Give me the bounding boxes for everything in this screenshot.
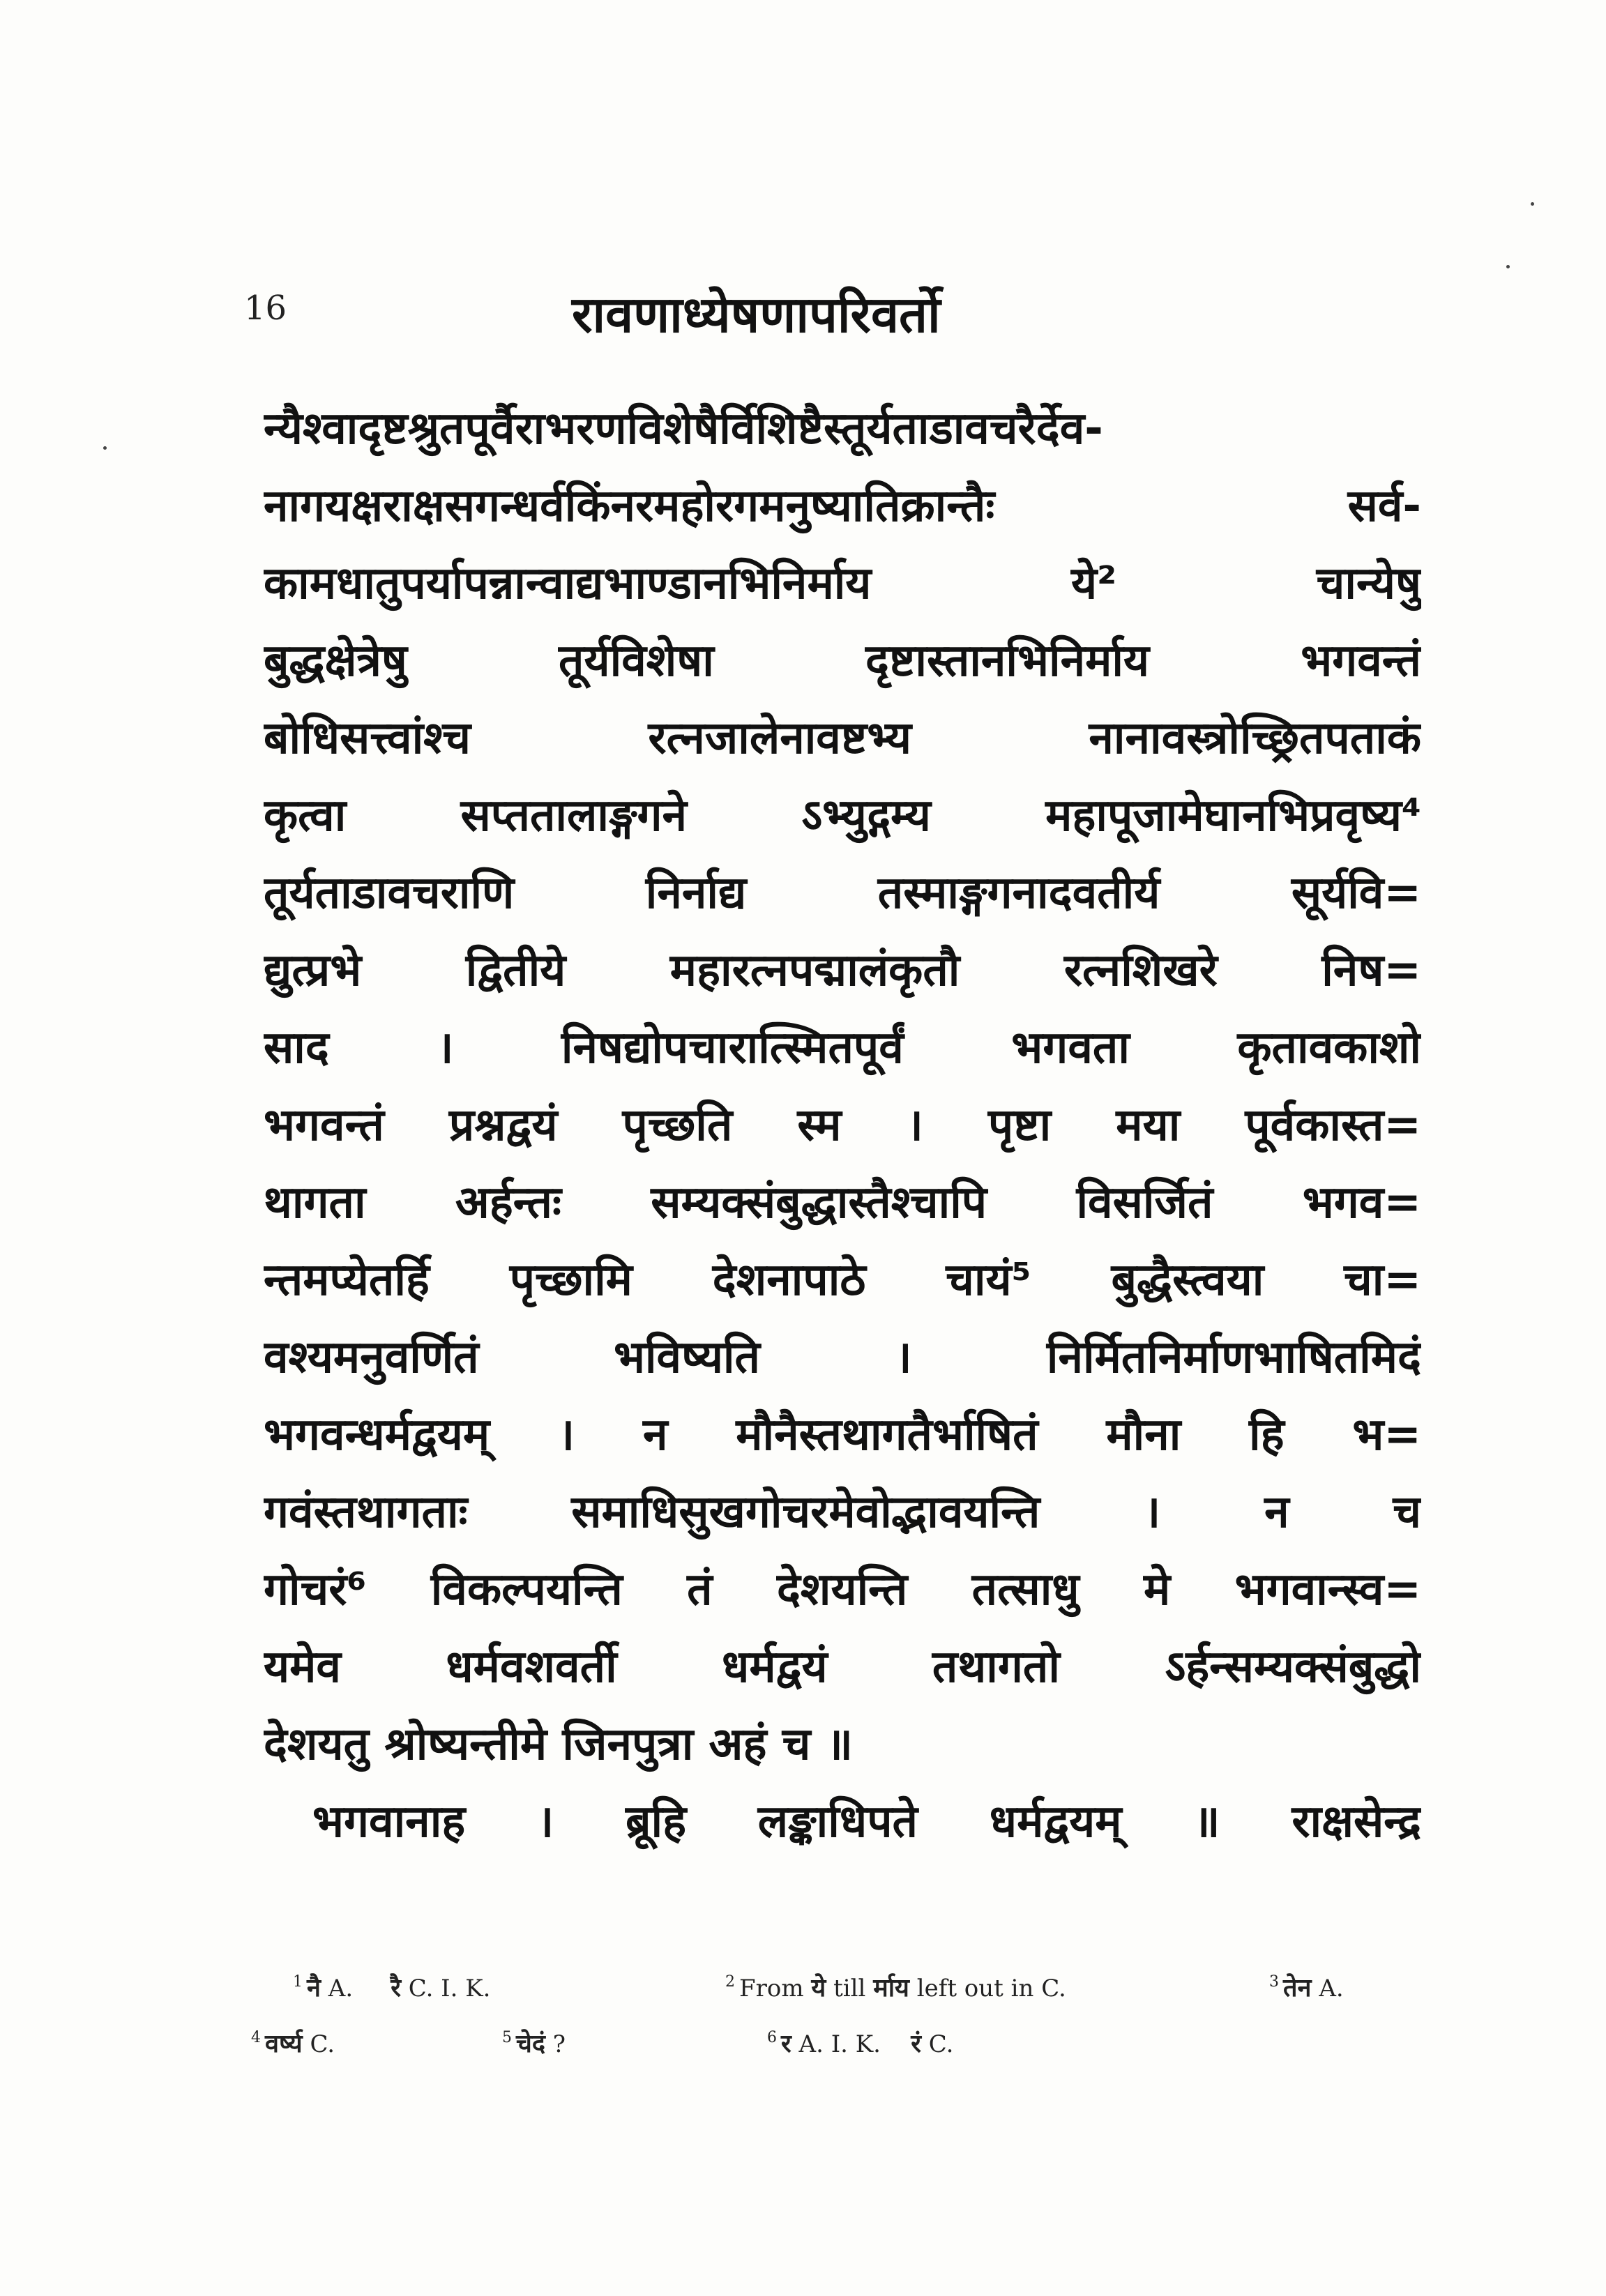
footnote-variant: तेन xyxy=(1283,1974,1312,2002)
speck xyxy=(1506,265,1510,268)
footnote-text: left out in C. xyxy=(916,1975,1066,2002)
text-line: तूर्यताडावचराणि निर्नाद्य तस्माङ्गगनादवतीर्य सूर्यवि= xyxy=(264,867,1421,919)
text-line: वश्यमनुवर्णितं भविष्यति । निर्मितनिर्माणभाषितमिदं xyxy=(264,1332,1421,1383)
footnote-5 xyxy=(502,2025,566,2060)
footnote-source: ? xyxy=(552,2030,566,2058)
text-line: देशयतु श्रोष्यन्तीमे जिनपुत्रा अहं च ॥ xyxy=(264,1719,853,1770)
footnote-marker: 4 xyxy=(251,2029,261,2046)
footnote-variant: र्माय xyxy=(873,1974,909,2002)
footnote-text: till xyxy=(833,1975,866,2002)
footnote-3 xyxy=(1269,1970,1344,2004)
footnote-text: From xyxy=(739,1975,804,2002)
text-line: नागयक्षराक्षसगन्धर्वकिंनरमहोरगमनुष्यातिक्रान्तैः सर्व- xyxy=(264,480,1421,532)
footnote-variant: रै xyxy=(391,1974,401,2002)
text-line: साद । निषद्योपचारात्स्मितपूर्वं भगवता कृतावकाशो xyxy=(264,1022,1421,1074)
footnote-source: C. xyxy=(310,2030,335,2058)
footnote-marker: 3 xyxy=(1269,1973,1279,1991)
text-line: बोधिसत्त्वांश्च रत्नजालेनावष्टभ्य नानावस्त्रोच्छ्रितपताकं xyxy=(264,713,1421,764)
footnote-source: A. xyxy=(1319,1975,1344,2002)
footnote-6 xyxy=(767,2025,953,2060)
footnote-marker: 5 xyxy=(502,2029,512,2046)
footnote-source: C. xyxy=(928,2030,954,2058)
text-line: थागता अर्हन्तः सम्यक्संबुद्धास्तैश्चापि विसर्जितं भगव= xyxy=(264,1177,1421,1229)
footnote-variant: वर्ष्य xyxy=(265,2030,303,2058)
text-line: न्तमप्येतर्हि पृच्छामि देशनापाठे चायं⁵ बुद्धैस्त्वया चा= xyxy=(264,1254,1421,1306)
footnote-variant: नै xyxy=(307,1974,321,2002)
footnote-source: C. I. K. xyxy=(408,1975,491,2002)
text-line: बुद्धक्षेत्रेषु तूर्यविशेषा दृष्टास्तानभिनिर्माय भगवन्तं xyxy=(264,635,1421,687)
footnote-variant: रं xyxy=(911,2030,921,2058)
speck xyxy=(1531,202,1534,206)
text-line: कामधातुपर्यापन्नान्वाद्यभाण्डानभिनिर्माय ये² चान्येषु xyxy=(264,558,1421,609)
footnote-source: A. I. K. xyxy=(798,2030,881,2058)
footnote-marker: 1 xyxy=(293,1973,303,1991)
text-line: यमेव धर्मवशवर्ती धर्मद्वयं तथागतो ऽर्हन्सम्यक्संबुद्धो xyxy=(264,1641,1421,1693)
footnote-2 xyxy=(725,1970,1066,2004)
text-line: कृत्वा सप्ततालाङ्गगने ऽभ्युद्गम्य महापूजामेघानभिप्रवृष्य⁴ xyxy=(264,790,1421,842)
speck xyxy=(103,446,107,450)
text-line: भगवन्धर्मद्वयम् । न मौनैस्तथागतैर्भाषितं मौना हि भ= xyxy=(264,1409,1421,1461)
page-number: 16 xyxy=(244,289,287,328)
text-line: द्युत्प्रभे द्वितीये महारत्नपद्मालंकृतौ रत्नशिखरे निष= xyxy=(264,945,1421,996)
footnote-marker: 2 xyxy=(725,1973,735,1991)
body-text xyxy=(264,390,1421,1861)
footnote-variant: ये xyxy=(811,1974,826,2002)
text-line: न्यैश्वादृष्टश्रुतपूर्वैराभरणविशेषैर्विशिष्टैस्तूर्यताडावचरैर्देव- xyxy=(264,403,1103,455)
text-line: भगवन्तं प्रश्नद्वयं पृच्छति स्म । पृष्टा मया पूर्वकास्त= xyxy=(264,1100,1421,1151)
text-line: गोचरं⁶ विकल्पयन्ति तं देशयन्ति तत्साधु मे भगवान्स्व= xyxy=(264,1564,1421,1615)
text-line: भगवानाह । ब्रूहि लङ्काधिपते धर्मद्वयम् ॥ राक्षसेन्द्र xyxy=(312,1796,1421,1848)
footnote-1 xyxy=(293,1970,490,2004)
footnote-variant: चेदं xyxy=(516,2030,545,2058)
page-header xyxy=(237,279,1423,356)
footnotes xyxy=(251,1970,1437,2081)
running-title: रावणाध्येषणापरिवर्तो xyxy=(572,285,941,344)
footnote-marker: 6 xyxy=(767,2029,777,2046)
footnote-4 xyxy=(251,2025,335,2060)
footnote-source: A. xyxy=(328,1975,354,2002)
text-line: गवंस्तथागताः समाधिसुखगोचरमेवोद्भावयन्ति । न च xyxy=(264,1487,1421,1538)
footnote-variant: र xyxy=(781,2030,791,2058)
